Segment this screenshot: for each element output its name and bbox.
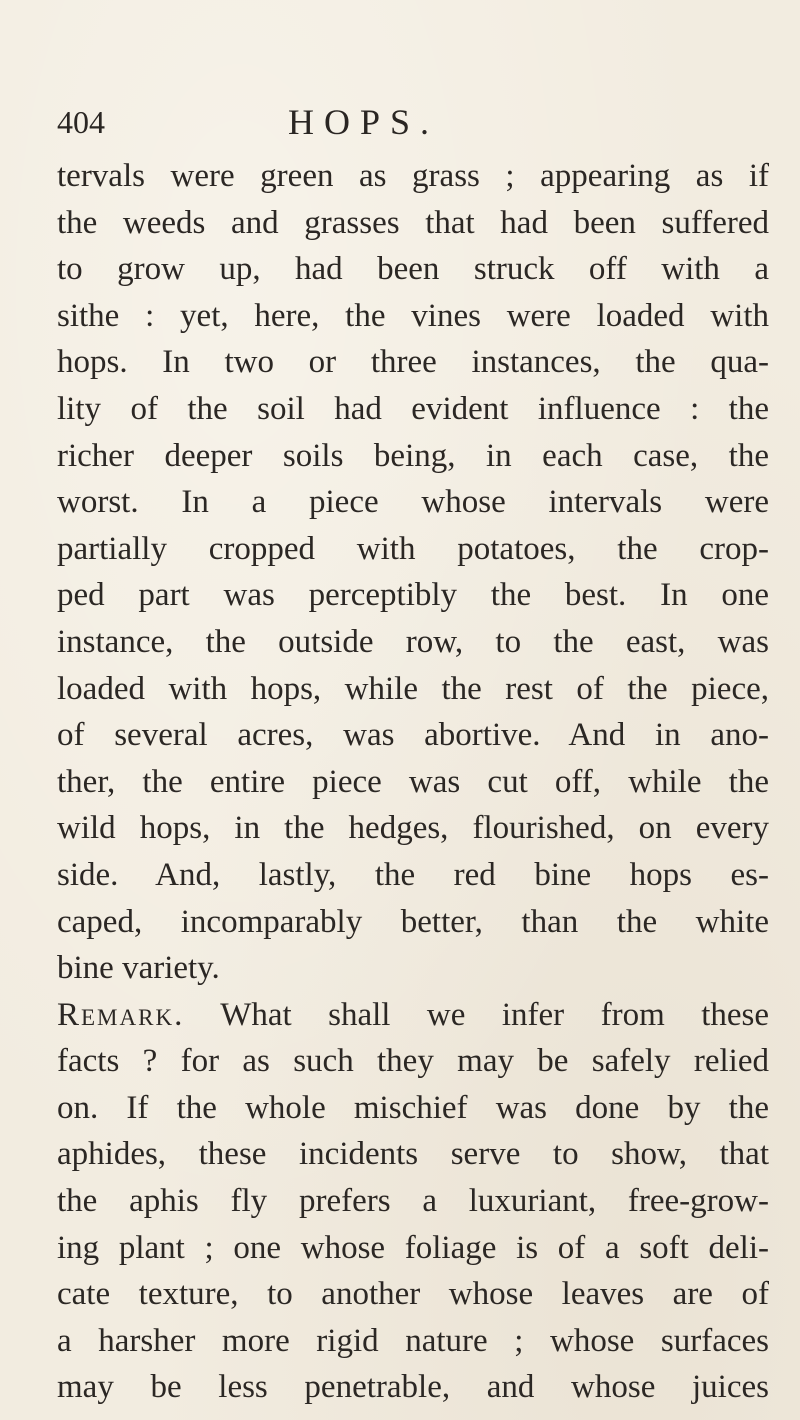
- text-line: to grow up, had been struck off with a: [57, 251, 769, 288]
- text-line: the aphis fly prefers a luxuriant, free-grow-: [57, 1183, 769, 1220]
- text-line: caped, incomparably better, than the white: [57, 903, 769, 940]
- text-line: cate texture, to another whose leaves are of: [57, 1276, 769, 1313]
- text-line: on. If the whole mischief was done by the: [57, 1089, 769, 1126]
- text-line: lity of the soil had evident influence : the: [57, 390, 769, 427]
- text-line: may be less penetrable, and whose juices: [57, 1369, 769, 1406]
- remark-line: [57, 992, 769, 1039]
- page-number: 404: [57, 104, 105, 140]
- text-line: richer deeper soils being, in each case, the: [57, 437, 769, 474]
- text-line: tervals were green as grass ; appearing as if: [57, 158, 769, 194]
- body-text: [57, 153, 769, 1411]
- running-head: [0, 100, 800, 150]
- text-line: partially cropped with potatoes, the crop-: [57, 530, 769, 567]
- text-line: facts ? for as such they may be safely relied: [57, 1043, 769, 1080]
- remark-text: What shall we infer from these: [184, 996, 769, 1033]
- text-line: ther, the entire piece was cut off, while the: [57, 763, 769, 800]
- text-line: hops. In two or three instances, the qua-: [57, 344, 769, 381]
- text-line: bine variety.: [57, 950, 220, 987]
- text-line: ped part was perceptibly the best. In one: [57, 577, 769, 614]
- text-line: the weeds and grasses that had been suffered: [57, 204, 769, 241]
- text-line: instance, the outside row, to the east, was: [57, 623, 769, 660]
- text-line: sithe : yet, here, the vines were loaded with: [57, 297, 769, 334]
- text-line: aphides, these incidents serve to show, that: [57, 1136, 769, 1173]
- text-line: side. And, lastly, the red bine hops es-: [57, 856, 769, 893]
- text-line: loaded with hops, while the rest of the piece,: [57, 670, 769, 707]
- text-line: of several acres, was abortive. And in ano-: [57, 717, 769, 754]
- text-line: ing plant ; one whose foliage is of a soft deli-: [57, 1229, 769, 1266]
- remark-label: Remark.: [57, 996, 185, 1033]
- text-line: wild hops, in the hedges, flourished, on every: [57, 810, 769, 847]
- running-title: HOPS.: [288, 102, 440, 142]
- text-line: worst. In a piece whose intervals were: [57, 484, 769, 521]
- text-line: a harsher more rigid nature ; whose surfaces: [57, 1322, 769, 1359]
